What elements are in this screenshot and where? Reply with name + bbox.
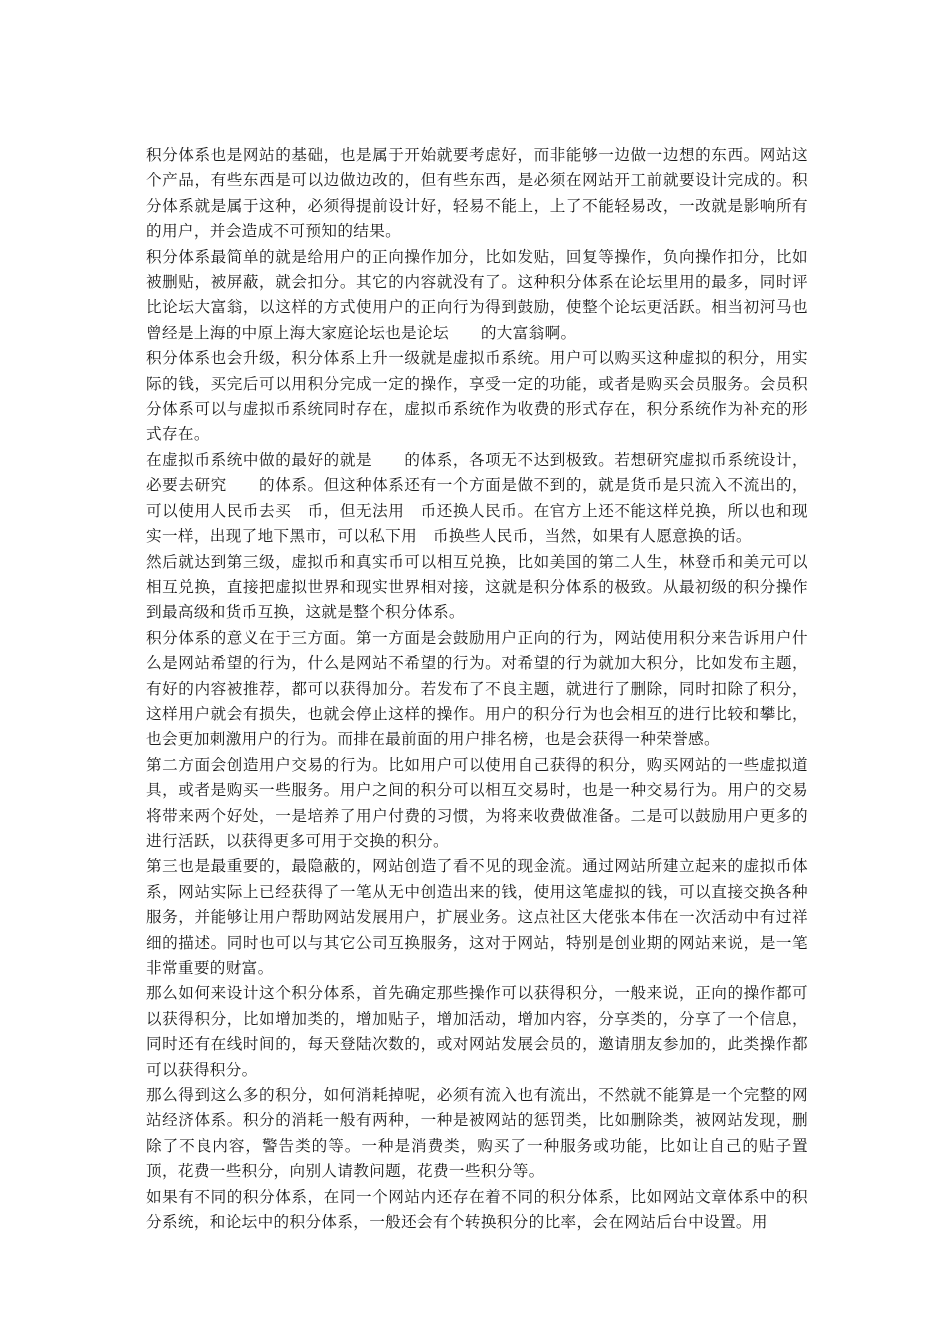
paragraph-6: 积分体系的意义在于三方面。第一方面是会鼓励用户正向的行为，网站使用积分来告诉用户什么是网站希望的行为，什么是网站不希望的行为。对希望的行为就加大积分，比如发布主题，有好的内容被推荐，都可以获得加分。若发布了不良主题，就进行了删除，同时扣除了积分，这样用户就会有损失，也就会停止这样的操作。用户的积分行为也会相互的进行比较和攀比，也会更加刺激用户的行为。而排在最前面的用户排名榜，也是会获得一种荣誉感。 xyxy=(146,628,808,749)
paragraph-7: 第二方面会创造用户交易的行为。比如用户可以使用自己获得的积分，购买网站的一些虚拟道具，或者是购买一些服务。用户之间的积分可以相互交易时，也是一种交易行为。用户的交易将带来两个好处，一是培养了用户付费的习惯，为将来收费做准备。二是可以鼓励用户更多的进行活跃，以获得更多可用于交换的积分。 xyxy=(146,755,808,850)
document-page xyxy=(146,143,808,1235)
paragraph-8: 第三也是最重要的，最隐蔽的，网站创造了看不见的现金流。通过网站所建立起来的虚拟币体系，网站实际上已经获得了一笔从无中创造出来的钱，使用这笔虚拟的钱，可以直接交换各种服务，并能够让用户帮助网站发展用户，扩展业务。这点社区大佬张本伟在一次活动中有过祥细的描述。同时也可以与其它公司互换服务，这对于网站，特别是创业期的网站来说，是一笔非常重要的财富。 xyxy=(146,857,808,977)
paragraph-11: 如果有不同的积分体系，在同一个网站内还存在着不同的积分体系，比如网站文章体系中的积分系统，和论坛中的积分体系，一般还会有个转换积分的比率，会在网站后台中设置。用 xyxy=(146,1187,808,1232)
paragraph-9: 那么如何来设计这个积分体系，首先确定那些操作可以获得积分，一般来说，正向的操作都可以获得积分，比如增加类的，增加贴子，增加活动，增加内容，分享类的，分享了一个信息，同时还有在线时间的，每天登陆次数的，或对网站发展会员的，邀请朋友参加的，此类操作都可以获得积分。 xyxy=(146,984,808,1079)
paragraph-2: 积分体系最简单的就是给用户的正向操作加分，比如发贴，回复等操作，负向操作扣分，比如被删贴，被屏蔽，就会扣分。其它的内容就没有了。这种积分体系在论坛里用的最多，同时评比论坛大富翁，以这样的方式使用户的正向行为得到鼓励，使整个论坛更活跃。相当初河马也曾经是上海的中原上海大家庭论坛也是论坛 的大富翁啊。 xyxy=(146,247,808,342)
paragraph-4: 在虚拟币系统中做的最好的就是 的体系，各项无不达到极致。若想研究虚拟币系统设计，必要去研究 的体系。但这种体系还有一个方面是做不到的，就是货币是只流入不流出的，可以使用人民币去买 币，但无法用 币还换人民币。在官方上还不能这样兑换，所以也和现实一样，出现了地下黑市，可以私下用 币换些人民币，当然，如果有人愿意换的话。 xyxy=(146,450,808,546)
paragraph-1: 积分体系也是网站的基础，也是属于开始就要考虑好，而非能够一边做一边想的东西。网站这个产品，有些东西是可以边做边改的，但有些东西，是必须在网站开工前就要设计完成的。积分体系就是属于这种，必须得提前设计好，轻易不能上，上了不能轻易改，一改就是影响所有的用户，并会造成不可预知的结果。 xyxy=(146,146,808,241)
paragraph-5: 然后就达到第三级，虚拟币和真实币可以相互兑换，比如美国的第二人生，林登币和美元可以相互兑换，直接把虚拟世界和现实世界相对接，这就是积分体系的极致。从最初级的积分操作到最高级和货币互换，这就是整个积分体系。 xyxy=(146,552,808,622)
paragraph-10: 那么得到这么多的积分，如何消耗掉呢，必须有流入也有流出，不然就不能算是一个完整的网站经济体系。积分的消耗一般有两种，一种是被网站的惩罚类，比如删除类，被网站发现，删除了不良内容，警告类的等。一种是消费类，购买了一种服务或功能，比如让自己的贴子置顶，花费一些积分，向别人请教问题，花费一些积分等。 xyxy=(146,1086,808,1181)
paragraph-3: 积分体系也会升级，积分体系上升一级就是虚拟币系统。用户可以购买这种虚拟的积分，用实际的钱，买完后可以用积分完成一定的操作，享受一定的功能，或者是购买会员服务。会员积分体系可以与虚拟币系统同时存在，虚拟币系统作为收费的形式存在，积分系统作为补充的形式存在。 xyxy=(146,349,808,444)
